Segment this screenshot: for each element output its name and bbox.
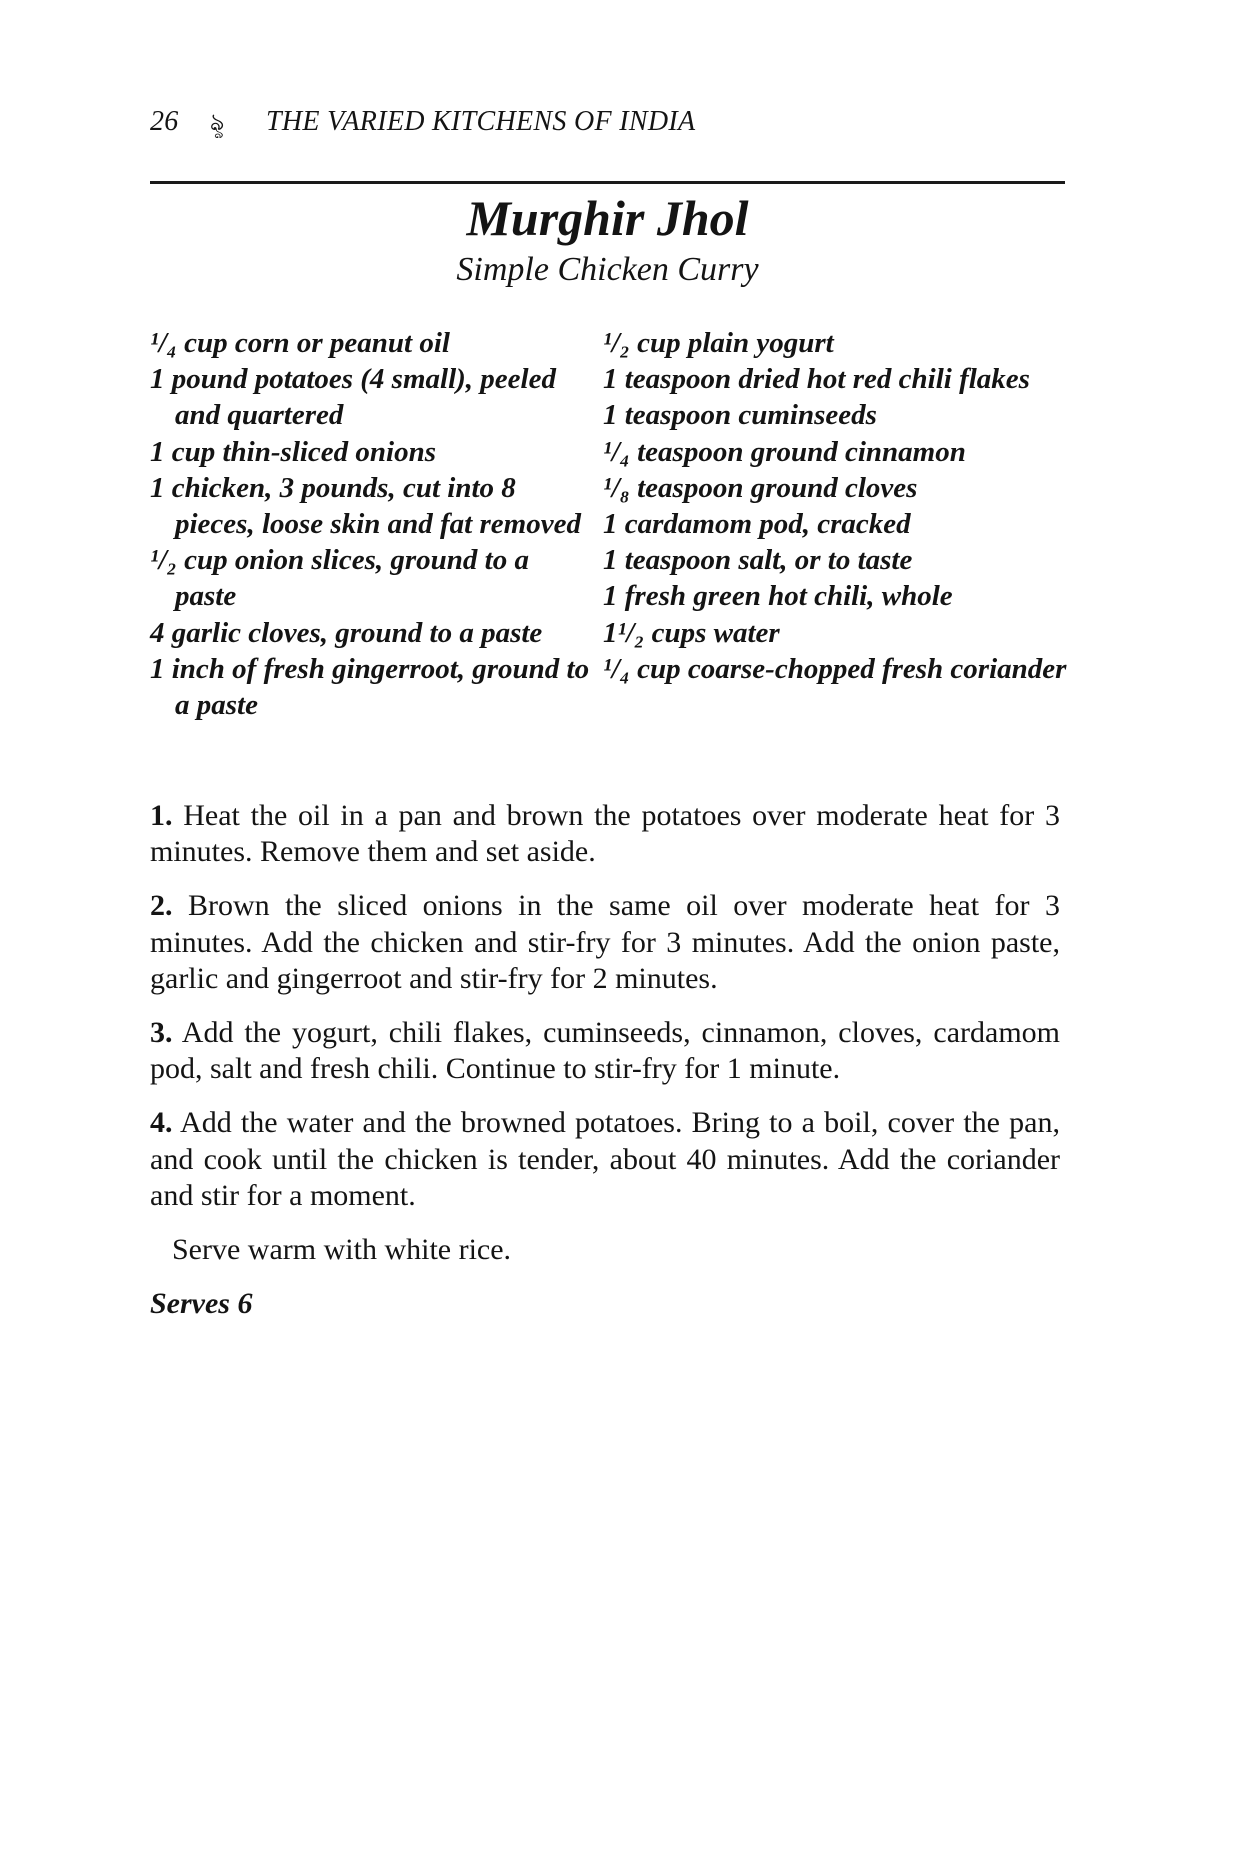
step-number: 4. — [150, 1106, 173, 1140]
step-paragraph — [150, 1105, 1060, 1214]
recipe-title: Murghir Jhol — [466, 190, 749, 246]
ingredient-item: 4 garlic cloves, ground to a paste — [150, 616, 543, 649]
ingredient-item: ¹/₄ cup corn or peanut oil — [150, 327, 450, 359]
ingredient-item: ¹/₂ cup plain yogurt — [603, 327, 834, 359]
recipe-yield: Serves 6 — [150, 1287, 253, 1321]
ingredient-item: ¹/₈ teaspoon ground cloves — [603, 471, 918, 504]
ingredient-item: 1 cardamom pod, cracked — [603, 508, 911, 541]
ingredient-item: 1 cup thin-sliced onions — [150, 435, 437, 468]
page-number: 26 — [150, 106, 179, 137]
ingredient-item: 1 fresh green hot chili, whole — [603, 580, 953, 613]
step-number: 1. — [150, 799, 173, 832]
ornament-icon: ৡ — [209, 110, 225, 136]
running-header — [150, 104, 695, 144]
recipe-subtitle: Simple Chicken Curry — [456, 251, 759, 288]
step-text: Brown the sliced onions in the same oil over moderate heat for 3 minutes. Add the chicken and stir-fry for 3 minutes. Add the onion paste, garlic and gingerroot and stir-fry for 2 minutes. — [150, 889, 1060, 995]
ingredient-item: 1 inch of fresh gingerroot, ground to a paste — [150, 652, 590, 722]
ingredient-item: 1 pound potatoes (4 small), peeled and quartered — [150, 363, 556, 432]
ingredient-item: 1 teaspoon salt, or to taste — [603, 544, 913, 577]
ingredient-item: 1 chicken, 3 pounds, cut into 8 pieces, loose skin and fat removed — [150, 471, 581, 541]
step-paragraph — [150, 798, 1060, 870]
ingredients-right-column — [603, 325, 1073, 687]
ingredient-item: ¹/₂ cup onion slices, ground to a paste — [150, 544, 529, 613]
step-paragraph — [150, 1015, 1060, 1087]
ingredient-item: 1 teaspoon cuminseeds — [603, 399, 877, 432]
step-number: 2. — [150, 889, 173, 923]
book-title: THE VARIED KITCHENS OF INDIA — [265, 106, 696, 137]
step-text: Add the water and the browned potatoes. Bring to a boil, cover the pan, and cook until the chicken is tender, about 40 minutes. Add the coriander and stir for a moment. — [150, 1106, 1060, 1212]
step-number: 3. — [150, 1016, 173, 1050]
step-paragraph — [150, 888, 1060, 997]
serving-note: Serve warm with white rice. — [172, 1233, 512, 1267]
method-section — [150, 798, 1060, 1322]
step-text: Heat the oil in a pan and brown the potatoes over moderate heat for 3 minutes. Remove them and set aside. — [150, 799, 1061, 869]
header-rule — [150, 181, 1065, 184]
ingredient-item: 1 teaspoon dried hot red chili flakes — [603, 363, 1030, 396]
step-text: Add the yogurt, chili flakes, cuminseeds, cinnamon, cloves, cardamom pod, salt and fresh chili. Continue to stir-fry for 1 minute. — [150, 1016, 1060, 1086]
ingredient-item: ¹/₄ cup coarse-chopped fresh coriander — [603, 652, 1067, 685]
ingredients-left-column — [150, 325, 590, 723]
ingredient-item: ¹/₄ teaspoon ground cinnamon — [603, 435, 966, 468]
ingredient-item: 1¹/₂ cups water — [603, 616, 780, 649]
